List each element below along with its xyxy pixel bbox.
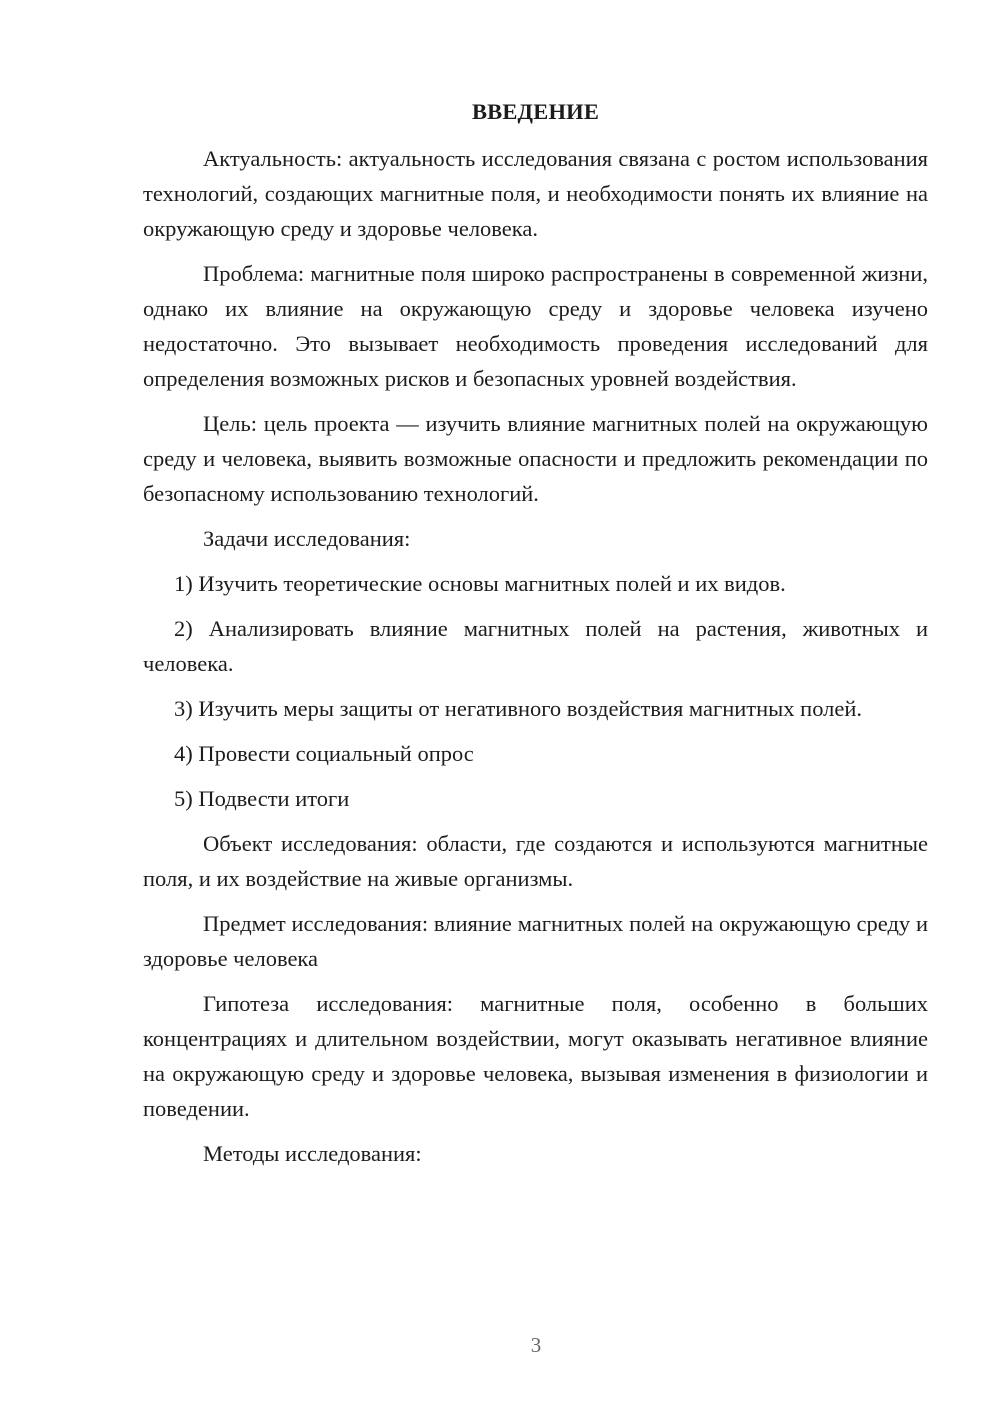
- section-title: ВВЕДЕНИЕ: [471, 99, 600, 124]
- hypothesis-paragraph: Гипотеза исследования: магнитные поля, особенно в больших концентрациях и длительном воздействии, могут оказывать негативное влияние на окружающую среду и здоровье человека, вызывая изменения в физиологии и поведении.: [143, 991, 928, 1121]
- object-paragraph: Объект исследования: области, где создаются и используются магнитные поля, и их воздействие на живые организмы.: [143, 831, 928, 891]
- subject-paragraph: Предмет исследования: влияние магнитных полей на окружающую среду и здоровье человека: [143, 911, 928, 971]
- task-item-3: 3) Изучить меры защиты от негативного воздействия магнитных полей.: [174, 696, 863, 721]
- tasks-heading: Задачи исследования:: [203, 526, 411, 551]
- task-item-5: 5) Подвести итоги: [174, 786, 350, 811]
- task-item-4: 4) Провести социальный опрос: [174, 741, 474, 766]
- page-number: 3: [530, 1333, 542, 1357]
- task-item-1: 1) Изучить теоретические основы магнитных полей и их видов.: [174, 571, 786, 596]
- methods-heading: Методы исследования:: [203, 1141, 422, 1166]
- page-content: [143, 94, 928, 1181]
- problem-paragraph: Проблема: магнитные поля широко распространены в современной жизни, однако их влияние на окружающую среду и здоровье человека изучено недостаточно. Это вызывает необходимость проведения исследований для определения возможных рисков и безопасных уровней воздействия.: [143, 261, 928, 391]
- goal-paragraph: Цель: цель проекта — изучить влияние магнитных полей на окружающую среду и человека, выявить возможные опасности и предложить рекомендации по безопасному использованию технологий.: [143, 411, 928, 506]
- relevance-paragraph: Актуальность: актуальность исследования связана с ростом использования технологий, создающих магнитные поля, и необходимости понять их влияние на окружающую среду и здоровье человека.: [143, 146, 928, 241]
- task-item-2: 2) Анализировать влияние магнитных полей на растения, животных и человека.: [143, 616, 928, 676]
